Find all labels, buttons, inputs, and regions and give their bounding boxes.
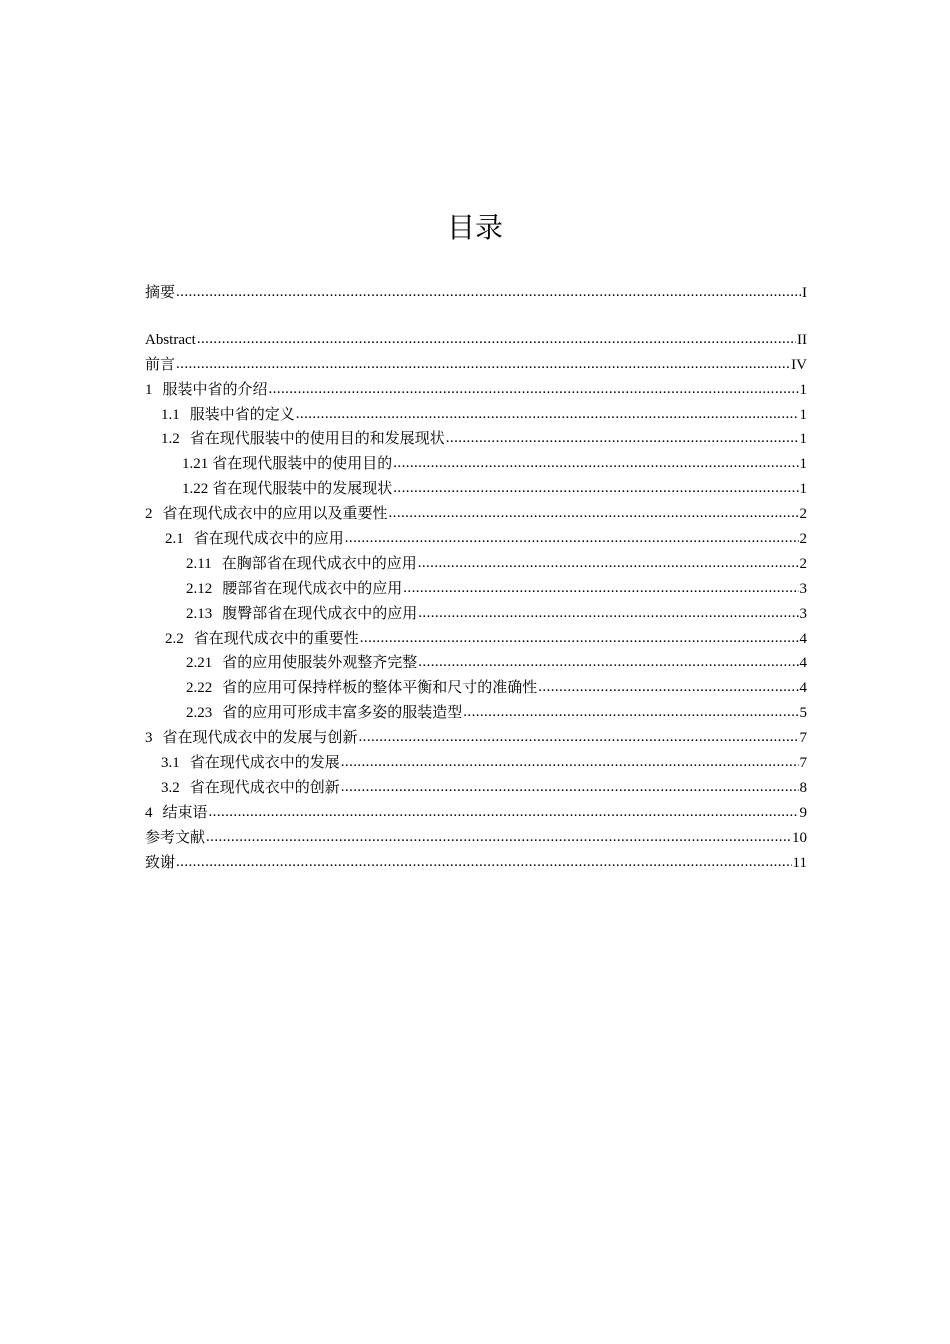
toc-entry-number: 1.2: [161, 431, 180, 448]
toc-entry-text: 省在现代成衣中的应用以及重要性: [162, 506, 388, 523]
toc-entry-section-1-22[interactable]: [145, 477, 807, 502]
toc-entry-page: 7: [799, 730, 807, 747]
toc-entry-page: 1: [799, 431, 807, 448]
toc-entry-text: 省在现代成衣中的发展与创新: [162, 730, 358, 747]
toc-entry-text: 省的应用使服装外观整齐完整: [222, 655, 418, 672]
toc-entry-section-2-22[interactable]: [145, 676, 807, 701]
toc-entry-section-2-12[interactable]: [145, 577, 807, 602]
toc-entry-page: 1: [799, 456, 807, 473]
dot-leader: [359, 725, 799, 750]
dot-leader: [418, 551, 799, 576]
toc-entry-number: 3.2: [161, 779, 180, 796]
toc-entry-page: 1: [799, 406, 807, 423]
toc-entry-text: 省在现代服装中的使用目的和发展现状: [189, 431, 445, 448]
toc-entry-number: 2.2: [165, 630, 184, 647]
toc-entry-chapter-2[interactable]: [145, 502, 807, 527]
toc-entry-page: 9: [799, 804, 807, 821]
toc-entry-section-1-1[interactable]: [145, 403, 807, 428]
toc-entry-text: 结束语: [162, 804, 208, 821]
dot-leader: [176, 850, 792, 875]
toc-entry-page: II: [797, 331, 807, 348]
dot-leader: [418, 601, 798, 626]
toc-entry-text: 在胸部省在现代成衣中的应用: [221, 555, 417, 572]
toc-entry-section-3-1[interactable]: [145, 751, 807, 776]
toc-entry-page: 1: [799, 381, 807, 398]
toc-entry-number: 3: [145, 730, 153, 747]
toc-entry-text: Abstract: [145, 331, 196, 348]
toc-entry-page: I: [802, 285, 807, 301]
toc-entry-number: 1.1: [161, 406, 180, 423]
dot-leader: [206, 825, 791, 850]
toc-entry-text: 省在现代成衣中的重要性: [193, 630, 359, 647]
toc-entry-chapter-1[interactable]: [145, 378, 807, 403]
dot-leader: [341, 775, 799, 800]
toc-entry-number: 2.21: [186, 655, 213, 672]
toc-entry-number: 1.21: [182, 456, 209, 473]
toc-entry-page: 2: [799, 531, 807, 548]
toc-entry-text: 摘要: [145, 285, 176, 301]
toc-entry-page: IV: [791, 356, 807, 373]
dot-leader: [176, 280, 801, 305]
toc-entry-text: 腹臀部省在现代成衣中的应用: [222, 605, 418, 622]
dot-leader: [393, 451, 798, 476]
dot-leader: [360, 626, 799, 651]
toc-entry-section-2-13[interactable]: [145, 602, 807, 627]
dot-leader: [389, 501, 799, 526]
toc-entry-page: 4: [799, 630, 807, 647]
toc-entry-preface[interactable]: [145, 353, 807, 378]
toc-entry-page: 4: [799, 655, 807, 672]
toc-entry-page: 2: [799, 506, 807, 523]
dot-leader: [197, 327, 796, 352]
dot-leader: [209, 800, 799, 825]
toc-entry-page: 8: [799, 779, 807, 796]
toc-entry-section-2-2[interactable]: [145, 627, 807, 652]
dot-leader: [538, 675, 798, 700]
toc-entry-page: 1: [799, 481, 807, 498]
dot-leader: [176, 352, 790, 377]
dot-leader: [418, 650, 798, 675]
toc-entry-section-2-23[interactable]: [145, 701, 807, 726]
toc-entry-text: 参考文献: [145, 829, 206, 846]
toc-entry-page: 4: [799, 680, 807, 697]
toc-entry-page: 5: [799, 705, 807, 722]
toc-entry-page: 3: [799, 605, 807, 622]
dot-leader: [393, 476, 798, 501]
dot-leader: [446, 426, 799, 451]
toc-entry-text: 服装中省的定义: [189, 406, 295, 423]
toc-entry-abstract-cn[interactable]: [145, 281, 807, 306]
toc-entry-number: 2.12: [186, 580, 213, 597]
toc-entry-text: 省的应用可保持样板的整体平衡和尺寸的准确性: [222, 680, 538, 697]
toc-entry-text: 省在现代成衣中的发展: [189, 755, 340, 772]
toc-entry-chapter-3[interactable]: [145, 726, 807, 751]
toc-entry-number: 2.22: [186, 680, 213, 697]
toc-entry-page: 10: [792, 829, 807, 846]
toc-entry-abstract-en[interactable]: [145, 328, 807, 353]
toc-entry-number: 1.22: [182, 481, 209, 498]
toc-entry-page: 2: [799, 555, 807, 572]
toc-entry-page: 3: [799, 580, 807, 597]
dot-leader: [269, 377, 799, 402]
toc-entry-text: 服装中省的介绍: [162, 381, 268, 398]
toc-entry-number: 2: [145, 506, 153, 523]
toc-entry-page: 11: [792, 854, 807, 871]
toc-entry-text: 省在现代成衣中的应用: [193, 531, 344, 548]
toc-entry-chapter-4[interactable]: [145, 801, 807, 826]
toc-entry-number: 2.23: [186, 705, 213, 722]
toc-entry-references[interactable]: [145, 826, 807, 851]
toc-entry-text: 省在现代服装中的发展现状: [212, 481, 393, 498]
toc-entry-text: 致谢: [145, 854, 176, 871]
toc-entry-number: 4: [145, 804, 153, 821]
toc-entry-acknowledgements[interactable]: [145, 851, 807, 876]
toc-entry-section-2-1[interactable]: [145, 527, 807, 552]
toc-entry-number: 3.1: [161, 755, 180, 772]
table-of-contents: [145, 281, 807, 875]
toc-entry-page: 7: [799, 755, 807, 772]
dot-leader: [296, 402, 799, 427]
toc-entry-number: 1: [145, 381, 153, 398]
toc-entry-number: 2.11: [186, 555, 212, 572]
toc-entry-text: 省的应用可形成丰富多姿的服装造型: [222, 705, 463, 722]
toc-entry-section-1-2[interactable]: [145, 427, 807, 452]
toc-entry-number: 2.1: [165, 531, 184, 548]
toc-entry-section-2-11[interactable]: [145, 552, 807, 577]
dot-leader: [403, 576, 798, 601]
toc-entry-section-3-2[interactable]: [145, 776, 807, 801]
toc-entry-text: 前言: [145, 356, 176, 373]
toc-entry-text: 腰部省在现代成衣中的应用: [222, 580, 403, 597]
dot-leader: [463, 700, 798, 725]
dot-leader: [345, 526, 799, 551]
toc-entry-section-1-21[interactable]: [145, 452, 807, 477]
toc-entry-text: 省在现代服装中的使用目的: [212, 456, 393, 473]
toc-entry-text: 省在现代成衣中的创新: [189, 779, 340, 796]
toc-title: 目录: [446, 211, 503, 244]
toc-entry-number: 2.13: [186, 605, 213, 622]
toc-entry-section-2-21[interactable]: [145, 651, 807, 676]
dot-leader: [341, 750, 799, 775]
